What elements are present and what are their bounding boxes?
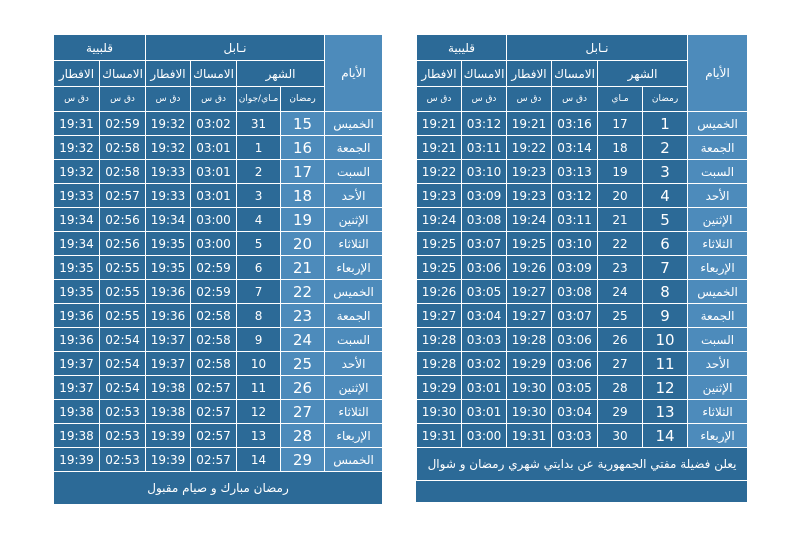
- gregorian-day-cell: 11: [237, 376, 281, 400]
- table-row: [417, 376, 748, 400]
- region-imsak-cell: 03:11: [462, 136, 507, 160]
- subheader-time: دق س: [54, 87, 100, 112]
- subheader-time: دق س: [552, 87, 598, 112]
- gregorian-day-cell: 31: [237, 112, 281, 136]
- table-row: [54, 448, 383, 472]
- header-month: الشهر: [598, 61, 688, 87]
- region-imsak-cell: 03:10: [462, 160, 507, 184]
- day-cell: الإربعاء: [688, 256, 748, 280]
- day-cell: الإربعاء: [688, 424, 748, 448]
- ramadan-day-cell: 1: [643, 112, 688, 136]
- table-row: [54, 352, 383, 376]
- left-schedule-table: [53, 34, 382, 502]
- region-iftar-cell: 19:37: [54, 376, 100, 400]
- table-row: [417, 280, 748, 304]
- nabeul-iftar-cell: 19:28: [507, 328, 552, 352]
- region-iftar-cell: 19:28: [417, 328, 462, 352]
- gregorian-day-cell: 25: [598, 304, 643, 328]
- region-iftar-cell: 19:26: [417, 280, 462, 304]
- region-iftar-cell: 19:38: [54, 424, 100, 448]
- region-iftar-cell: 19:35: [54, 256, 100, 280]
- gregorian-day-cell: 28: [598, 376, 643, 400]
- nabeul-imsak-cell: 03:07: [552, 304, 598, 328]
- subheader-time: دق س: [417, 87, 462, 112]
- ramadan-day-cell: 22: [281, 280, 325, 304]
- region-imsak-cell: 03:06: [462, 256, 507, 280]
- ramadan-day-cell: 7: [643, 256, 688, 280]
- region-imsak-cell: 03:12: [462, 112, 507, 136]
- gregorian-day-cell: 7: [237, 280, 281, 304]
- region-iftar-cell: 19:29: [417, 376, 462, 400]
- region-iftar-cell: 19:35: [54, 280, 100, 304]
- header-days: الأيام: [325, 35, 383, 112]
- table-row: [54, 400, 383, 424]
- region-imsak-cell: 02:54: [100, 352, 146, 376]
- table-row: [54, 184, 383, 208]
- day-cell: الخميس: [688, 112, 748, 136]
- nabeul-imsak-cell: 03:05: [552, 376, 598, 400]
- gregorian-day-cell: 19: [598, 160, 643, 184]
- table-row: [54, 136, 383, 160]
- nabeul-imsak-cell: 03:01: [191, 136, 237, 160]
- region-imsak-cell: 02:53: [100, 448, 146, 472]
- right-footer-text: يعلن فضيلة مفتي الجمهورية عن بدايتي شهري رمضان و شوال: [417, 448, 748, 481]
- table-row: [54, 328, 383, 352]
- header-iftar: الافطار: [54, 61, 100, 87]
- region-imsak-cell: 02:53: [100, 400, 146, 424]
- day-cell: الجمعة: [325, 136, 383, 160]
- nabeul-imsak-cell: 02:58: [191, 304, 237, 328]
- region-imsak-cell: 03:07: [462, 232, 507, 256]
- table-row: [417, 352, 748, 376]
- header-region: قليبية: [417, 35, 507, 61]
- nabeul-imsak-cell: 03:03: [552, 424, 598, 448]
- gregorian-day-cell: 1: [237, 136, 281, 160]
- region-iftar-cell: 19:24: [417, 208, 462, 232]
- day-cell: الثلاثاء: [688, 400, 748, 424]
- region-iftar-cell: 19:23: [417, 184, 462, 208]
- nabeul-iftar-cell: 19:27: [507, 280, 552, 304]
- nabeul-imsak-cell: 02:57: [191, 376, 237, 400]
- ramadan-day-cell: 16: [281, 136, 325, 160]
- nabeul-iftar-cell: 19:30: [507, 376, 552, 400]
- nabeul-iftar-cell: 19:34: [146, 208, 191, 232]
- nabeul-imsak-cell: 03:16: [552, 112, 598, 136]
- ramadan-day-cell: 13: [643, 400, 688, 424]
- ramadan-day-cell: 26: [281, 376, 325, 400]
- table-row: [417, 160, 748, 184]
- day-cell: الإثنين: [688, 208, 748, 232]
- ramadan-day-cell: 9: [643, 304, 688, 328]
- left-table-body: [54, 112, 383, 472]
- nabeul-iftar-cell: 19:24: [507, 208, 552, 232]
- region-iftar-cell: 19:36: [54, 304, 100, 328]
- table-row: [417, 424, 748, 448]
- region-iftar-cell: 19:28: [417, 352, 462, 376]
- region-imsak-cell: 02:58: [100, 160, 146, 184]
- region-imsak-cell: 03:09: [462, 184, 507, 208]
- day-cell: الأحد: [688, 184, 748, 208]
- region-imsak-cell: 03:03: [462, 328, 507, 352]
- nabeul-iftar-cell: 19:36: [146, 304, 191, 328]
- subheader-ramadan: رمضان: [281, 87, 325, 112]
- nabeul-imsak-cell: 02:57: [191, 448, 237, 472]
- region-iftar-cell: 19:32: [54, 136, 100, 160]
- ramadan-day-cell: 20: [281, 232, 325, 256]
- ramadan-day-cell: 11: [643, 352, 688, 376]
- gregorian-day-cell: 14: [237, 448, 281, 472]
- gregorian-day-cell: 8: [237, 304, 281, 328]
- nabeul-iftar-cell: 19:39: [146, 448, 191, 472]
- region-iftar-cell: 19:30: [417, 400, 462, 424]
- ramadan-day-cell: 24: [281, 328, 325, 352]
- nabeul-iftar-cell: 19:31: [507, 424, 552, 448]
- subheader-ramadan: رمضان: [643, 87, 688, 112]
- region-iftar-cell: 19:21: [417, 136, 462, 160]
- region-iftar-cell: 19:34: [54, 208, 100, 232]
- ramadan-day-cell: 18: [281, 184, 325, 208]
- day-cell: الإثنين: [325, 208, 383, 232]
- ramadan-day-cell: 27: [281, 400, 325, 424]
- table-row: [417, 400, 748, 424]
- header-imsak: الامساك: [100, 61, 146, 87]
- region-imsak-cell: 02:56: [100, 208, 146, 232]
- gregorian-day-cell: 21: [598, 208, 643, 232]
- gregorian-day-cell: 17: [598, 112, 643, 136]
- day-cell: الإثنين: [325, 376, 383, 400]
- day-cell: الثلاثاء: [325, 232, 383, 256]
- subheader-time: دق س: [462, 87, 507, 112]
- nabeul-imsak-cell: 03:09: [552, 256, 598, 280]
- left-footer-text: رمضان مبارك و صيام مقبول: [54, 472, 383, 505]
- nabeul-imsak-cell: 03:13: [552, 160, 598, 184]
- ramadan-day-cell: 8: [643, 280, 688, 304]
- region-iftar-cell: 19:25: [417, 232, 462, 256]
- nabeul-imsak-cell: 02:57: [191, 424, 237, 448]
- ramadan-day-cell: 28: [281, 424, 325, 448]
- table-row: [54, 376, 383, 400]
- day-cell: الخميس: [325, 112, 383, 136]
- region-imsak-cell: 02:53: [100, 424, 146, 448]
- nabeul-imsak-cell: 03:01: [191, 160, 237, 184]
- region-imsak-cell: 02:55: [100, 256, 146, 280]
- day-cell: الأحد: [325, 184, 383, 208]
- header-month: الشهر: [237, 61, 325, 87]
- day-cell: الخمىس: [325, 448, 383, 472]
- table-row: [417, 328, 748, 352]
- ramadan-day-cell: 4: [643, 184, 688, 208]
- table-row: [417, 136, 748, 160]
- ramadan-day-cell: 23: [281, 304, 325, 328]
- nabeul-iftar-cell: 19:32: [146, 136, 191, 160]
- region-imsak-cell: 03:08: [462, 208, 507, 232]
- subheader-time: دق س: [146, 87, 191, 112]
- table-row: [54, 256, 383, 280]
- day-cell: الإربعاء: [325, 424, 383, 448]
- header-iftar: الافطار: [417, 61, 462, 87]
- day-cell: السبت: [325, 160, 383, 184]
- region-imsak-cell: 02:54: [100, 376, 146, 400]
- region-iftar-cell: 19:37: [54, 352, 100, 376]
- region-imsak-cell: 02:59: [100, 112, 146, 136]
- nabeul-iftar-cell: 19:37: [146, 352, 191, 376]
- ramadan-day-cell: 3: [643, 160, 688, 184]
- nabeul-iftar-cell: 19:21: [507, 112, 552, 136]
- table-row: [417, 184, 748, 208]
- header-imsak: الامساك: [462, 61, 507, 87]
- gregorian-day-cell: 20: [598, 184, 643, 208]
- region-imsak-cell: 03:05: [462, 280, 507, 304]
- gregorian-day-cell: 12: [237, 400, 281, 424]
- subheader-time: دق س: [100, 87, 146, 112]
- region-imsak-cell: 02:54: [100, 328, 146, 352]
- gregorian-day-cell: 6: [237, 256, 281, 280]
- nabeul-imsak-cell: 03:04: [552, 400, 598, 424]
- gregorian-day-cell: 22: [598, 232, 643, 256]
- gregorian-day-cell: 27: [598, 352, 643, 376]
- nabeul-iftar-cell: 19:38: [146, 376, 191, 400]
- nabeul-iftar-cell: 19:27: [507, 304, 552, 328]
- region-imsak-cell: 02:56: [100, 232, 146, 256]
- header-iftar: الافطار: [507, 61, 552, 87]
- ramadan-day-cell: 6: [643, 232, 688, 256]
- table-row: [417, 304, 748, 328]
- gregorian-day-cell: 5: [237, 232, 281, 256]
- nabeul-iftar-cell: 19:30: [507, 400, 552, 424]
- gregorian-day-cell: 2: [237, 160, 281, 184]
- day-cell: السبت: [688, 328, 748, 352]
- region-iftar-cell: 19:27: [417, 304, 462, 328]
- ramadan-day-cell: 21: [281, 256, 325, 280]
- region-imsak-cell: 03:00: [462, 424, 507, 448]
- region-iftar-cell: 19:31: [54, 112, 100, 136]
- day-cell: الخميس: [688, 280, 748, 304]
- nabeul-imsak-cell: 03:01: [191, 184, 237, 208]
- day-cell: الثلاثاء: [325, 400, 383, 424]
- table-row: [54, 208, 383, 232]
- day-cell: الجمعة: [688, 136, 748, 160]
- nabeul-iftar-cell: 19:39: [146, 424, 191, 448]
- ramadan-day-cell: 5: [643, 208, 688, 232]
- day-cell: الإربعاء: [325, 256, 383, 280]
- nabeul-imsak-cell: 02:57: [191, 400, 237, 424]
- ramadan-day-cell: 15: [281, 112, 325, 136]
- nabeul-imsak-cell: 02:58: [191, 328, 237, 352]
- ramadan-day-cell: 29: [281, 448, 325, 472]
- gregorian-day-cell: 10: [237, 352, 281, 376]
- day-cell: الجمعة: [325, 304, 383, 328]
- gregorian-day-cell: 24: [598, 280, 643, 304]
- gregorian-day-cell: 3: [237, 184, 281, 208]
- region-iftar-cell: 19:25: [417, 256, 462, 280]
- gregorian-day-cell: 18: [598, 136, 643, 160]
- region-iftar-cell: 19:39: [54, 448, 100, 472]
- day-cell: الخميس: [325, 280, 383, 304]
- nabeul-iftar-cell: 19:23: [507, 160, 552, 184]
- region-imsak-cell: 02:55: [100, 304, 146, 328]
- ramadan-day-cell: 19: [281, 208, 325, 232]
- header-days: الأيام: [688, 35, 748, 112]
- day-cell: السبت: [688, 160, 748, 184]
- region-imsak-cell: 02:58: [100, 136, 146, 160]
- region-iftar-cell: 19:34: [54, 232, 100, 256]
- gregorian-day-cell: 9: [237, 328, 281, 352]
- nabeul-imsak-cell: 03:00: [191, 208, 237, 232]
- ramadan-day-cell: 12: [643, 376, 688, 400]
- region-iftar-cell: 19:32: [54, 160, 100, 184]
- table-row: [417, 208, 748, 232]
- table-row: [54, 112, 383, 136]
- ramadan-day-cell: 14: [643, 424, 688, 448]
- day-cell: الجمعة: [688, 304, 748, 328]
- header-iftar: الافطار: [146, 61, 191, 87]
- nabeul-iftar-cell: 19:23: [507, 184, 552, 208]
- nabeul-iftar-cell: 19:36: [146, 280, 191, 304]
- region-imsak-cell: 02:57: [100, 184, 146, 208]
- table-row: [54, 160, 383, 184]
- ramadan-day-cell: 25: [281, 352, 325, 376]
- subheader-time: دق س: [507, 87, 552, 112]
- day-cell: الإثنين: [688, 376, 748, 400]
- gregorian-day-cell: 13: [237, 424, 281, 448]
- nabeul-imsak-cell: 03:11: [552, 208, 598, 232]
- header-imsak: الامساك: [552, 61, 598, 87]
- day-cell: الأحد: [325, 352, 383, 376]
- nabeul-imsak-cell: 02:58: [191, 352, 237, 376]
- nabeul-iftar-cell: 19:32: [146, 112, 191, 136]
- nabeul-imsak-cell: 03:06: [552, 328, 598, 352]
- nabeul-iftar-cell: 19:38: [146, 400, 191, 424]
- subheader-gregorian: مـاي/جوان: [237, 87, 281, 112]
- nabeul-iftar-cell: 19:26: [507, 256, 552, 280]
- nabeul-iftar-cell: 19:22: [507, 136, 552, 160]
- region-imsak-cell: 02:55: [100, 280, 146, 304]
- region-imsak-cell: 03:01: [462, 376, 507, 400]
- table-row: [54, 232, 383, 256]
- header-nabeul: نـابل: [507, 35, 688, 61]
- header-imsak: الامساك: [191, 61, 237, 87]
- nabeul-imsak-cell: 03:10: [552, 232, 598, 256]
- day-cell: الأحد: [688, 352, 748, 376]
- nabeul-imsak-cell: 02:59: [191, 256, 237, 280]
- table-row: [54, 304, 383, 328]
- region-imsak-cell: 03:02: [462, 352, 507, 376]
- ramadan-day-cell: 2: [643, 136, 688, 160]
- right-schedule-table: [416, 34, 747, 502]
- nabeul-iftar-cell: 19:29: [507, 352, 552, 376]
- subheader-time: دق س: [191, 87, 237, 112]
- region-iftar-cell: 19:38: [54, 400, 100, 424]
- nabeul-iftar-cell: 19:33: [146, 184, 191, 208]
- region-iftar-cell: 19:36: [54, 328, 100, 352]
- nabeul-imsak-cell: 03:14: [552, 136, 598, 160]
- day-cell: السبت: [325, 328, 383, 352]
- nabeul-imsak-cell: 03:12: [552, 184, 598, 208]
- gregorian-day-cell: 26: [598, 328, 643, 352]
- right-table-body: [417, 112, 748, 448]
- table-row: [54, 424, 383, 448]
- gregorian-day-cell: 29: [598, 400, 643, 424]
- table-row: [417, 256, 748, 280]
- nabeul-iftar-cell: 19:37: [146, 328, 191, 352]
- nabeul-imsak-cell: 03:06: [552, 352, 598, 376]
- nabeul-iftar-cell: 19:35: [146, 256, 191, 280]
- nabeul-iftar-cell: 19:35: [146, 232, 191, 256]
- nabeul-imsak-cell: 02:59: [191, 280, 237, 304]
- nabeul-imsak-cell: 03:00: [191, 232, 237, 256]
- region-iftar-cell: 19:31: [417, 424, 462, 448]
- nabeul-imsak-cell: 03:02: [191, 112, 237, 136]
- nabeul-iftar-cell: 19:33: [146, 160, 191, 184]
- subheader-gregorian: مـاي: [598, 87, 643, 112]
- region-iftar-cell: 19:33: [54, 184, 100, 208]
- gregorian-day-cell: 30: [598, 424, 643, 448]
- region-iftar-cell: 19:22: [417, 160, 462, 184]
- header-region: قلبيية: [54, 35, 146, 61]
- ramadan-day-cell: 10: [643, 328, 688, 352]
- header-nabeul: نـابل: [146, 35, 325, 61]
- ramadan-day-cell: 17: [281, 160, 325, 184]
- region-imsak-cell: 03:04: [462, 304, 507, 328]
- nabeul-iftar-cell: 19:25: [507, 232, 552, 256]
- region-imsak-cell: 03:01: [462, 400, 507, 424]
- table-row: [417, 232, 748, 256]
- nabeul-imsak-cell: 03:08: [552, 280, 598, 304]
- region-iftar-cell: 19:21: [417, 112, 462, 136]
- table-row: [54, 280, 383, 304]
- day-cell: الثلاثاء: [688, 232, 748, 256]
- table-row: [417, 112, 748, 136]
- gregorian-day-cell: 4: [237, 208, 281, 232]
- gregorian-day-cell: 23: [598, 256, 643, 280]
